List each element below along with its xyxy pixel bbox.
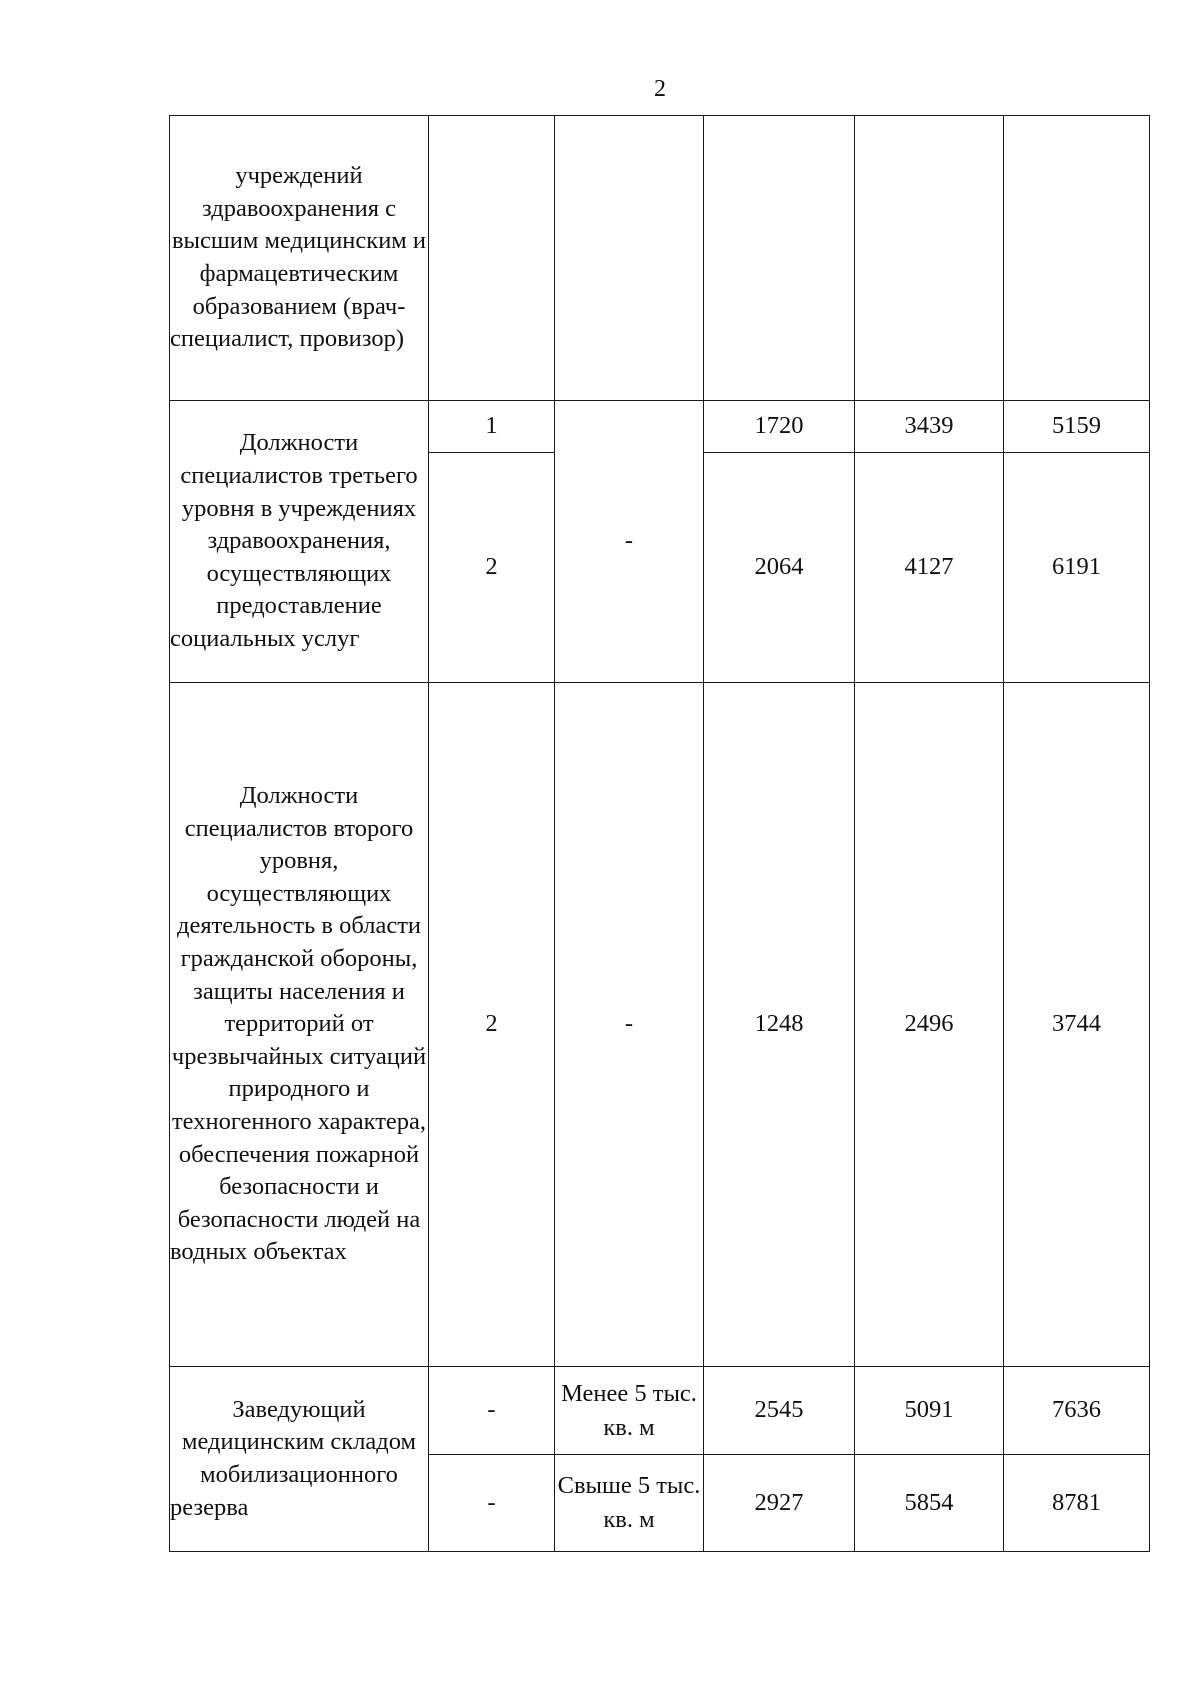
qualification-level: 1 [429,401,555,453]
salary-mid: 3439 [855,401,1004,453]
value-cell [704,116,855,401]
salary-min: 1248 [704,683,855,1367]
condition-cell: Менее 5 тыс. кв. м [555,1367,704,1455]
condition-cell [555,116,704,401]
salary-max: 6191 [1004,453,1150,683]
condition-cell: - [555,683,704,1367]
salary-max: 5159 [1004,401,1150,453]
qualification-level: - [429,1455,555,1552]
salary-mid: 2496 [855,683,1004,1367]
salary-mid: 5091 [855,1367,1004,1455]
value-cell [1004,116,1150,401]
salary-min: 2927 [704,1455,855,1552]
salary-mid: 5854 [855,1455,1004,1552]
qualification-level: 2 [429,453,555,683]
salary-min: 1720 [704,401,855,453]
qualification-level: - [429,1367,555,1455]
table-row [170,683,1150,1367]
position-description: Заведующий медицинским складом мобилизационного резерва [170,1367,429,1552]
salary-max: 8781 [1004,1455,1150,1552]
table-row [170,1367,1150,1455]
position-description: Должности специалистов второго уровня, осуществляющих деятельность в области гражданской обороны, защиты населения и территорий от чрезвычайных ситуаций природного и техногенного характера, обеспечения пожарной безопасности и безопасности людей на водных объектах [170,683,429,1367]
page-number: 2 [654,76,666,102]
salary-max: 3744 [1004,683,1150,1367]
condition-cell: Свыше 5 тыс. кв. м [555,1455,704,1552]
position-description: учреждений здравоохранения с высшим медицинским и фармацевтическим образованием (врач-специалист, провизор) [170,116,429,401]
salary-mid: 4127 [855,453,1004,683]
qualification-level: 2 [429,683,555,1367]
salary-table [169,115,1150,1552]
value-cell [855,116,1004,401]
salary-max: 7636 [1004,1367,1150,1455]
table-row [170,116,1150,401]
condition-cell: - [555,401,704,683]
position-description: Должности специалистов третьего уровня в учреждениях здравоохранения, осуществляющих предоставление социальных услуг [170,401,429,683]
salary-min: 2064 [704,453,855,683]
level-cell [429,116,555,401]
salary-min: 2545 [704,1367,855,1455]
table-row [170,401,1150,453]
